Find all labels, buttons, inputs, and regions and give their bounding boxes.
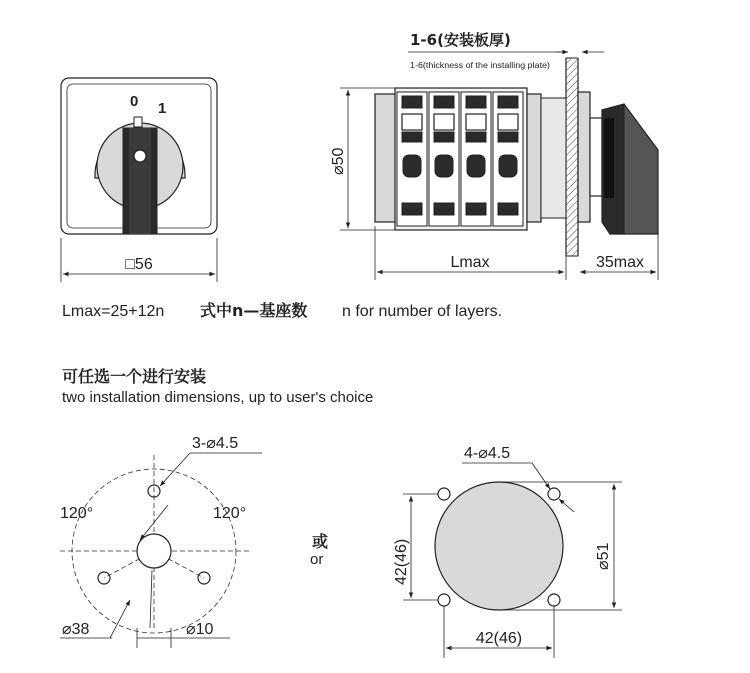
handle-pointer-dot — [134, 150, 146, 162]
center-hole-label: ⌀10 — [186, 621, 214, 638]
mount-hole-tr — [548, 488, 560, 500]
side-depth-dim: 35max — [595, 254, 645, 271]
side-diameter-dim: ⌀50 — [330, 147, 347, 175]
angle-right-label: 120° — [213, 505, 247, 522]
side-view — [330, 31, 658, 280]
mount-hole-bl — [438, 594, 450, 606]
four-hole-label: 4-⌀4.5 — [464, 445, 511, 462]
vertical-dim-label: 42(46) — [393, 538, 410, 585]
disc-diameter-label: ⌀51 — [595, 542, 612, 570]
plate-thickness-cn: 1-6(安装板厚) — [410, 31, 511, 49]
knob-collar — [590, 118, 602, 196]
formula-note-en: n for number of layers. — [342, 303, 503, 320]
angle-left-label: 120° — [60, 505, 94, 522]
center-hole — [137, 534, 171, 568]
mount-disc — [435, 482, 563, 610]
position-1-label: 1 — [158, 100, 167, 117]
formula-line — [62, 301, 502, 320]
mount-hole-br — [548, 594, 560, 606]
lmax-formula: Lmax=25+12n — [62, 303, 165, 320]
install-heading-cn: 可任选一个进行安装 — [62, 367, 207, 386]
three-hole-label: 3-⌀4.5 — [192, 435, 239, 452]
install-heading-en: two installation dimensions, up to user's choice — [62, 389, 374, 406]
position-mark — [134, 117, 142, 127]
mounting-plate — [566, 58, 578, 256]
or-cn: 或 — [312, 532, 329, 551]
switch-front-flange — [527, 94, 541, 222]
horizontal-dim-label: 42(46) — [475, 630, 523, 647]
switch-neck — [541, 98, 566, 218]
four-hole-pattern — [393, 445, 622, 658]
front-bezel — [578, 92, 590, 222]
or-en: or — [310, 551, 324, 568]
mount-hole-tl — [438, 488, 450, 500]
side-length-dim: Lmax — [450, 254, 490, 271]
front-view — [61, 78, 217, 282]
front-width-dim: □56 — [125, 256, 153, 273]
three-hole-pattern — [60, 435, 262, 648]
formula-note-cn: 式中n—基座数 — [200, 301, 308, 320]
position-0-label: 0 — [130, 93, 139, 110]
plate-thickness-en: 1-6(thickness of the installing plate) — [410, 61, 551, 70]
pcd-label: ⌀38 — [62, 621, 90, 638]
